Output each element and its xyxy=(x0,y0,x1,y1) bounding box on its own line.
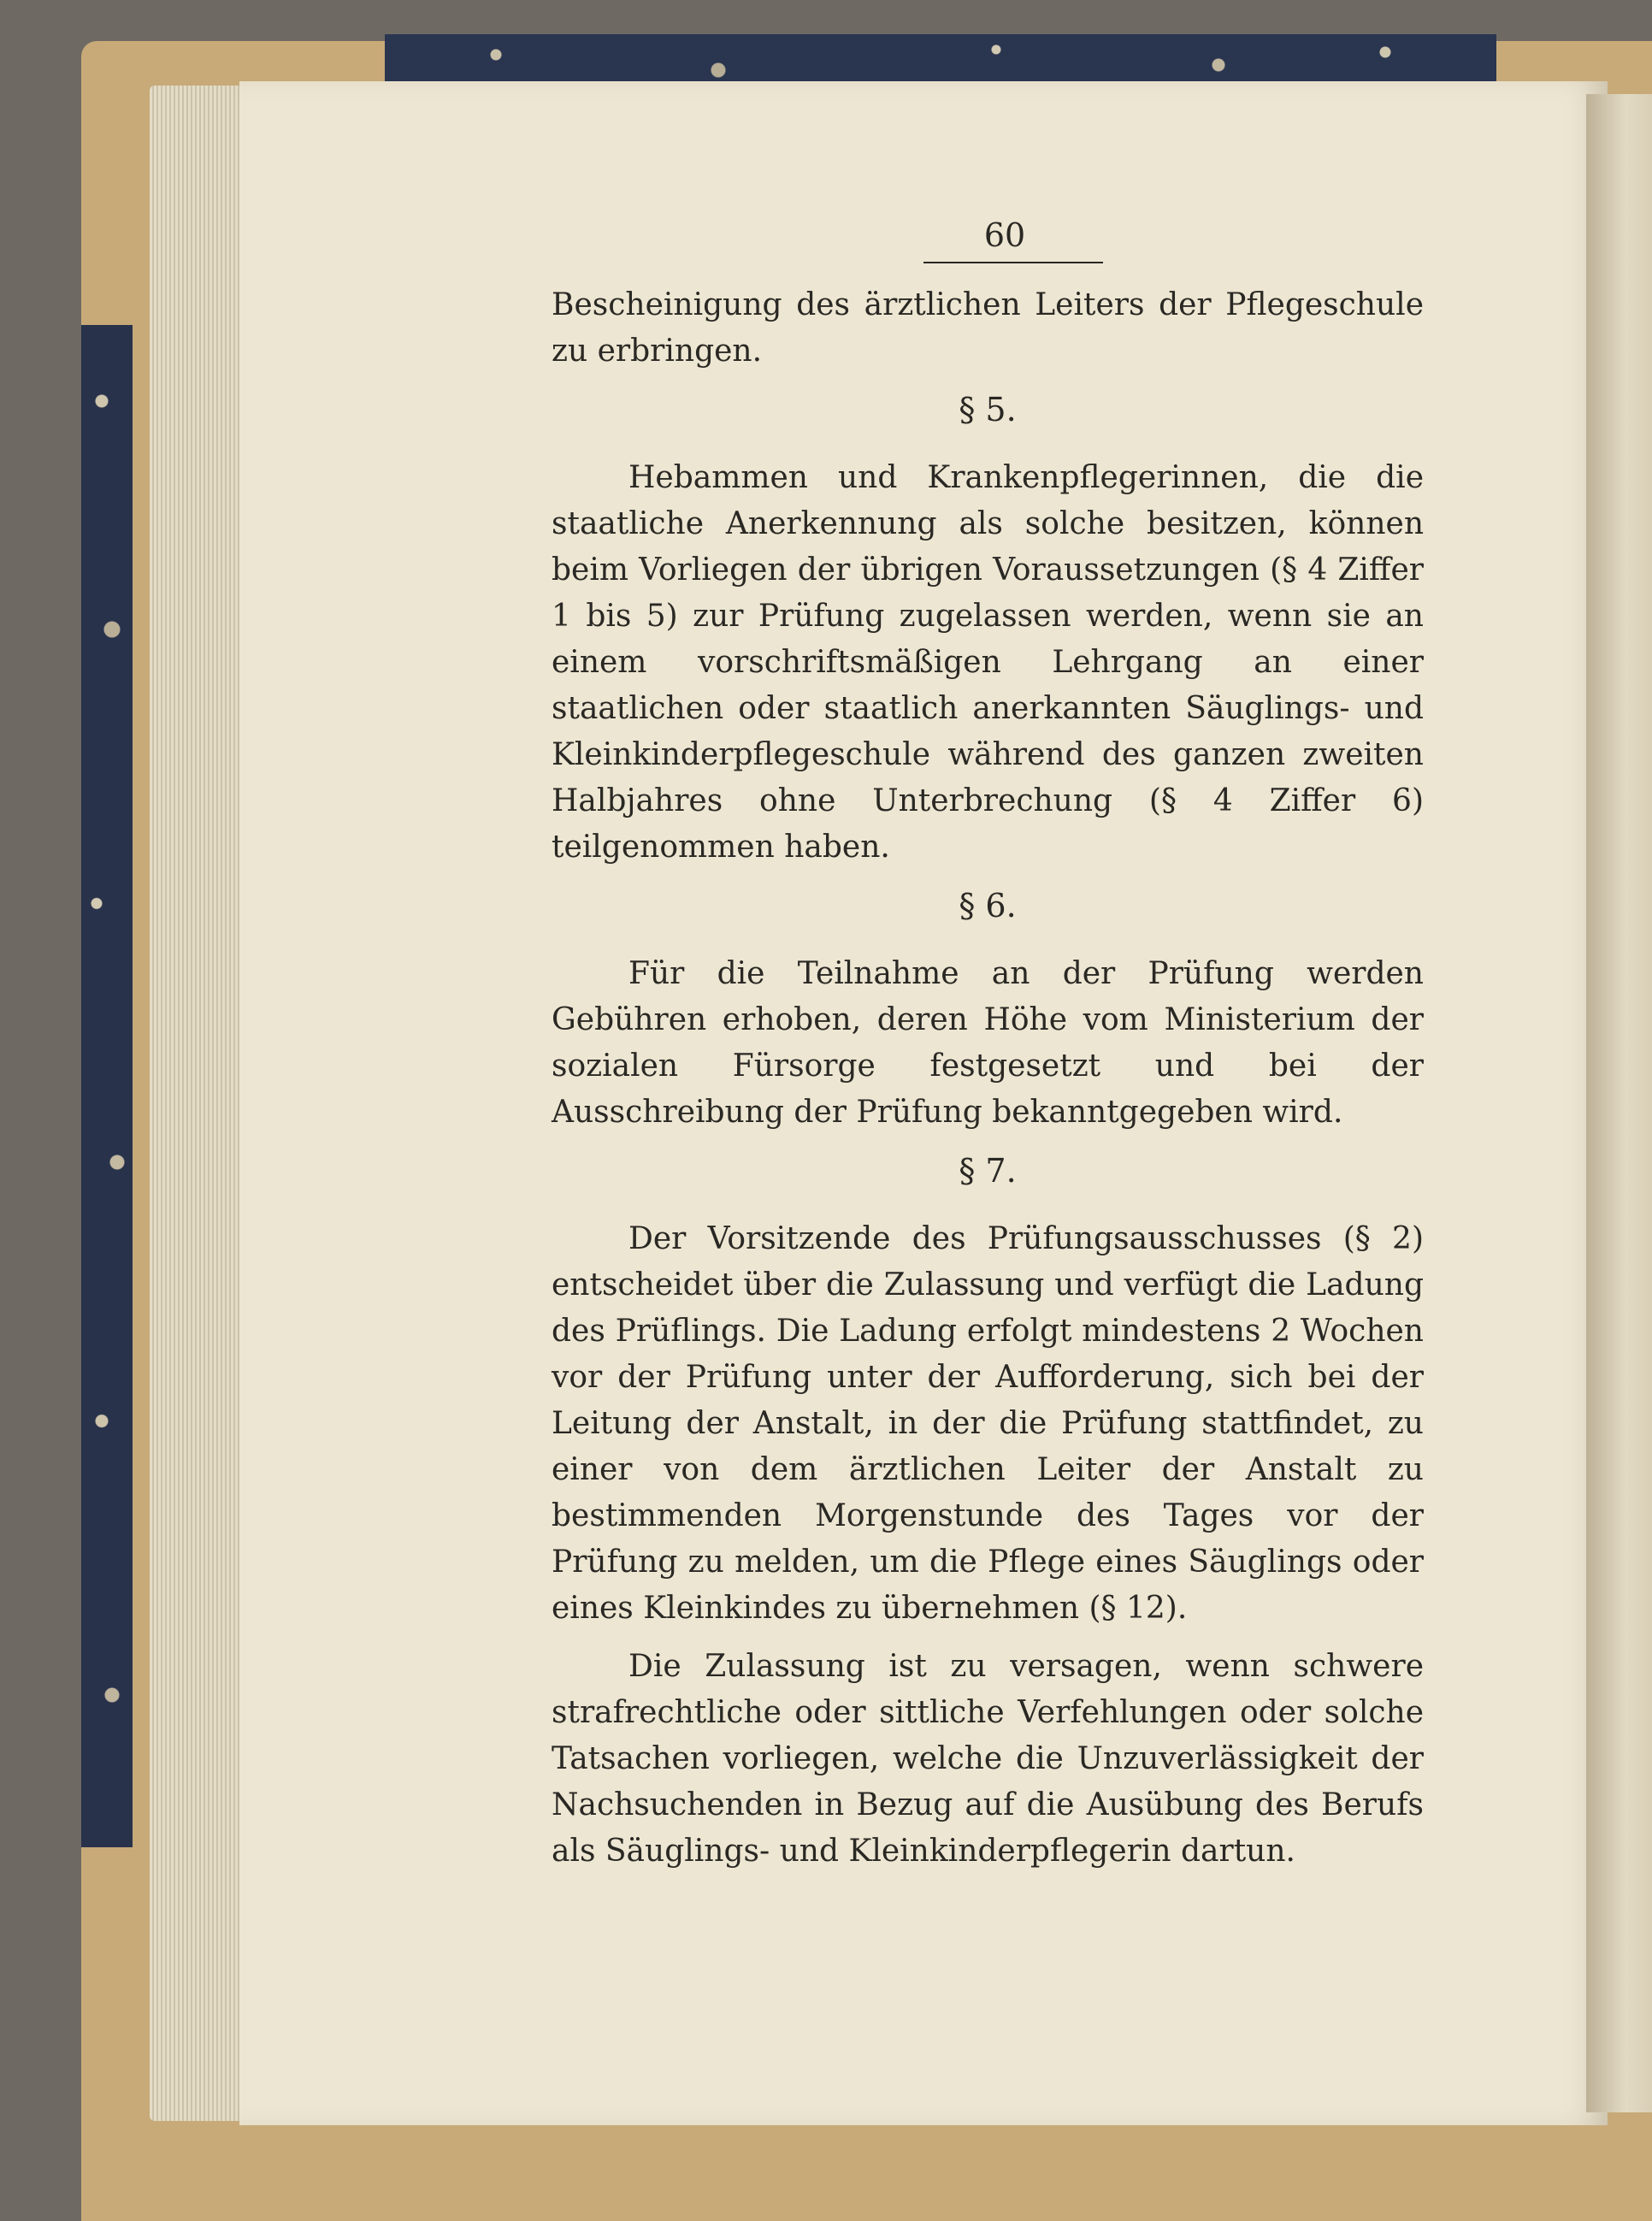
page-gutter xyxy=(1586,94,1652,2112)
marbled-endpaper-left xyxy=(81,325,133,1847)
page-text-block xyxy=(552,214,1424,1875)
opening-fragment: Bescheinigung des ärztlichen Leiters der Pflegeschule zu erbringen. xyxy=(552,287,1424,369)
paragraph: Die Zulassung ist zu versagen, wenn schwere strafrechtliche oder sittliche Verfehlungen oder solche Tatsachen vorliegen, welche die Unzuverlässigkeit der Nachsuchenden in Bezug auf die Ausübung des Berufs als Säuglings- und Kleinkinderpflegerin dartun. xyxy=(552,1649,1424,1869)
paragraph: Der Vorsitzende des Prüfungsausschusses (§ 2) entscheidet über die Zulassung und verfügt die Ladung des Prüflings. Die Ladung erfolgt mindestens 2 Wochen vor der Prüfung unter der Aufforderung, sich bei der Leitung der Anstalt, in der die Prüfung stattfindet, zu einer von dem ärztlichen Leiter der Anstalt zu bestimmenden Morgenstunde des Tages vor der Prüfung zu melden, um die Pflege eines Säuglings oder eines Kleinkindes zu übernehmen (§ 12). xyxy=(552,1221,1424,1626)
section-heading: § 7. xyxy=(959,1152,1017,1190)
page-number: 60 xyxy=(983,216,1026,254)
section-6 xyxy=(552,883,1424,1136)
paragraph: Für die Teilnahme an der Prüfung werden Gebühren erhoben, deren Höhe vom Ministerium der sozialen Fürsorge festgesetzt und bei der Ausschreibung der Prüfung bekanntgegeben wird. xyxy=(552,956,1424,1130)
marbled-endpaper-top xyxy=(385,34,1496,86)
section-7 xyxy=(552,1148,1424,1875)
section-heading: § 6. xyxy=(959,887,1017,924)
page-stack-edge xyxy=(150,86,252,2121)
paragraph: Hebammen und Krankenpflegerinnen, die die staatliche Anerkennung als solche besitzen, können beim Vorliegen der übrigen Voraussetzungen (§ 4 Ziffer 1 bis 5) zur Prüfung zugelassen werden, wenn sie an einem vorschriftsmäßigen Lehrgang an einer staatlichen oder staatlich anerkannten Säuglings- und Kleinkinderpflegeschule während des ganzen zweiten Halbjahres ohne Unterbrechung (§ 4 Ziffer 6) teilgenommen haben. xyxy=(552,460,1424,865)
header-rule xyxy=(923,262,1103,263)
section-heading: § 5. xyxy=(959,391,1017,428)
section-5 xyxy=(552,387,1424,871)
